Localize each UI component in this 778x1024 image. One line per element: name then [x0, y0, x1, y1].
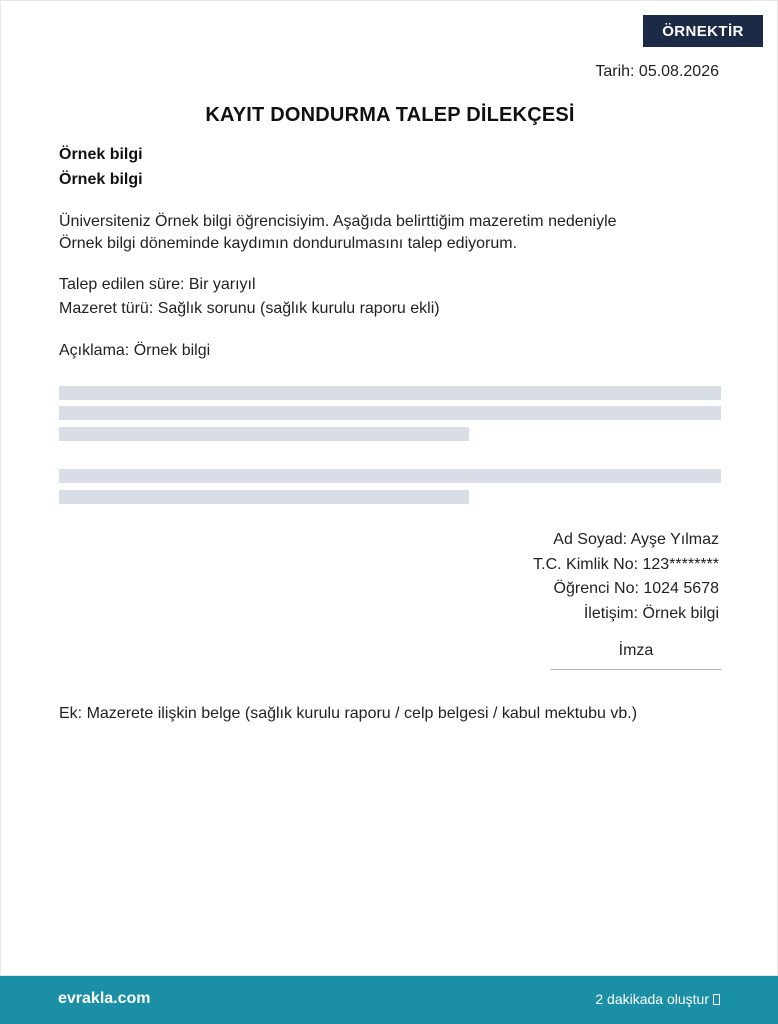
signature-contact: İletişim: Örnek bilgi [583, 605, 719, 622]
placeholder-text-bar [59, 386, 721, 400]
explanation: Açıklama: Örnek bilgi [59, 342, 211, 359]
placeholder-text-bar [59, 427, 469, 441]
sample-badge: ÖRNEKTİR [643, 15, 763, 47]
intro-line-1: Üniversiteniz Örnek bilgi öğrencisiyim. Aşağıda belirttiğim mazeretim nedeniyle [59, 213, 617, 230]
footer-bar [0, 976, 778, 1024]
document-title: KAYIT DONDURMA TALEP DİLEKÇESİ [205, 104, 575, 126]
intro-line-2: Örnek bilgi döneminde kaydımın dondurulmasını talep ediyorum. [59, 235, 518, 252]
external-link-icon [713, 994, 720, 1005]
placeholder-text-bar [59, 490, 469, 504]
excuse-type: Mazeret türü: Sağlık sorunu (sağlık kurulu raporu ekli) [59, 300, 440, 317]
document-date: Tarih: 05.08.2026 [595, 63, 719, 80]
signature-label: İmza [618, 642, 654, 659]
placeholder-text-bar [59, 469, 721, 483]
addressee-line-2: Örnek bilgi [59, 171, 143, 188]
requested-period: Talep edilen süre: Bir yarıyıl [59, 276, 256, 293]
attachment-note: Ek: Mazerete ilişkin belge (sağlık kurulu raporu / celp belgesi / kabul mektubu vb.) [59, 705, 638, 722]
signature-rule [551, 669, 721, 670]
signature-name: Ad Soyad: Ayşe Yılmaz [553, 531, 719, 548]
footer-cta-label: 2 dakikada oluştur [595, 991, 709, 1007]
footer-brand-link[interactable]: evrakla.com [58, 990, 151, 1007]
placeholder-text-bar [59, 406, 721, 420]
signature-tc-no: T.C. Kimlik No: 123******** [533, 556, 719, 573]
signature-student-no: Öğrenci No: 1024 5678 [553, 580, 719, 597]
addressee-line-1: Örnek bilgi [59, 146, 143, 163]
footer-cta-link[interactable] [595, 991, 720, 1007]
